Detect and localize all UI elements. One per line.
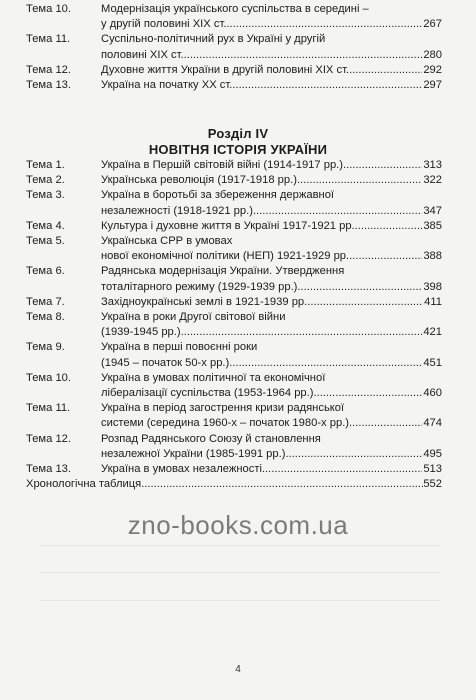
topic-title <box>101 173 442 188</box>
topic-title <box>101 78 442 93</box>
topic-title-line: Україна в умовах незалежності <box>101 463 262 476</box>
topic-title-line: Модернізація українського суспільства в середині – <box>101 3 369 15</box>
topic-title <box>101 462 442 477</box>
topic-title-line: Духовне життя України в другій половині XIX ст. <box>101 63 350 76</box>
topic-title-line: у другій половині XIX ст. <box>101 18 227 31</box>
chronology-title: Хронологічна таблиця <box>26 478 142 491</box>
topic-title-line: Західноукраїнські землі в 1921-1939 рр. <box>101 295 308 308</box>
page-number: 4 <box>235 664 241 675</box>
page-ref: 347 <box>423 204 442 217</box>
dot-leader <box>349 63 422 78</box>
topic-number: Тема 6. <box>26 265 65 278</box>
toc-list-continued <box>26 2 442 93</box>
bleed-through-line <box>40 572 440 573</box>
topic-title <box>101 295 442 310</box>
page-ref: 474 <box>423 417 442 430</box>
topic-title <box>101 234 442 264</box>
topic-title <box>101 432 442 462</box>
page-ref: 460 <box>423 387 442 400</box>
page-ref: 297 <box>423 79 442 92</box>
topic-title <box>101 32 442 62</box>
page-ref: 421 <box>423 326 442 339</box>
page-ref: 388 <box>423 250 442 263</box>
dot-leader <box>307 295 423 310</box>
toc-entry <box>26 63 442 78</box>
topic-number: Тема 12. <box>26 432 72 445</box>
toc-entry <box>26 310 442 340</box>
topic-number: Тема 13. <box>26 463 72 476</box>
dot-leader <box>349 416 422 431</box>
topic-title-line: нової економічної політики (НЕП) 1921-1929 рр. <box>101 250 350 263</box>
page-ref: 513 <box>423 463 442 476</box>
topic-title <box>101 2 442 32</box>
topic-title-line: незалежної України (1985-1991 рр.) <box>101 447 286 460</box>
section-label: Розділ IV <box>207 126 269 141</box>
topic-number: Тема 3. <box>26 189 65 202</box>
topic-number: Тема 2. <box>26 174 65 187</box>
page-ref: 552 <box>423 478 442 491</box>
toc-entry <box>26 340 442 370</box>
topic-title-line: (1939-1945 рр.) <box>101 326 181 339</box>
dot-leader <box>253 204 422 219</box>
topic-title <box>101 188 442 218</box>
dot-leader <box>297 173 422 188</box>
topic-title-line: половині XIX ст. <box>101 48 184 61</box>
toc-entry <box>26 371 442 401</box>
dot-leader <box>343 158 422 173</box>
topic-title-line: Радянська модернізація України. Утвердження <box>101 265 345 278</box>
toc-entry <box>26 401 442 431</box>
page-ref: 292 <box>423 63 442 76</box>
topic-title-line: Україна в період загострення кризи радянської <box>101 402 345 415</box>
topic-title-line: (1945 – початок 50-х рр.) <box>101 356 230 369</box>
dot-leader <box>226 17 422 32</box>
topic-title-line: Культура і духовне життя в Україні 1917-1921 рр. <box>101 219 355 232</box>
toc-entry <box>26 32 442 62</box>
topic-number: Тема 11. <box>26 33 71 46</box>
topic-title <box>101 158 442 173</box>
page-ref: 385 <box>423 219 442 232</box>
watermark: zno-books.com.ua <box>127 510 349 540</box>
topic-number: Тема 10. <box>26 3 72 15</box>
toc-entry <box>26 173 442 188</box>
topic-title <box>101 401 442 431</box>
dot-leader <box>181 325 423 340</box>
toc-entry <box>26 295 442 310</box>
dot-leader <box>229 356 422 371</box>
topic-title <box>101 371 442 401</box>
page-ref: 313 <box>423 159 442 171</box>
page-ref: 495 <box>423 447 442 460</box>
topic-number: Тема 4. <box>26 219 65 232</box>
topic-number: Тема 12. <box>26 63 72 76</box>
toc-entry <box>26 188 442 218</box>
topic-number: Тема 13. <box>26 79 72 92</box>
topic-title-line: лібералізації суспільства (1953-1964 рр.) <box>101 387 314 400</box>
toc-entry <box>26 78 442 93</box>
topic-title-line: Суспільно-політичний рух в Україні у другій <box>101 33 326 46</box>
topic-number: Тема 5. <box>26 235 65 248</box>
dot-leader <box>355 219 423 234</box>
dot-leader <box>349 249 422 264</box>
bleed-through-line <box>40 545 440 546</box>
topic-title <box>101 310 442 340</box>
topic-title-line: Україна в перші повоєнні роки <box>101 341 258 354</box>
section-title: НОВІТНЯ ІСТОРІЯ УКРАЇНИ <box>148 142 328 157</box>
page-ref: 398 <box>423 280 442 293</box>
toc-entry <box>26 432 442 462</box>
toc-entry <box>26 234 442 264</box>
toc-entry <box>26 264 442 294</box>
topic-title-line: Україна в боротьбі за збереження державної <box>101 189 335 202</box>
topic-title <box>101 63 442 78</box>
topic-title-line: системи (середина 1960-х – початок 1980-х рр.) <box>101 417 350 430</box>
dot-leader <box>313 386 422 401</box>
topic-title <box>101 264 442 294</box>
topic-number: Тема 9. <box>26 341 65 354</box>
toc-entry <box>26 158 442 173</box>
topic-number: Тема 1. <box>26 159 65 171</box>
page-ref: 267 <box>423 18 442 31</box>
page-ref: 451 <box>423 356 442 369</box>
topic-title-line: Українська революція (1917-1918 рр.) <box>101 174 297 187</box>
topic-number: Тема 11. <box>26 402 71 415</box>
page-ref: 322 <box>423 174 442 187</box>
topic-number: Тема 7. <box>26 295 65 308</box>
toc-entry <box>26 462 442 477</box>
dot-leader <box>285 447 422 462</box>
topic-title-line: незалежності (1918-1921 рр.) <box>101 204 253 217</box>
topic-title-line: Україна на початку XX ст. <box>101 79 233 92</box>
dot-leader <box>184 48 423 63</box>
topic-title <box>101 340 442 370</box>
dot-leader <box>262 462 422 477</box>
topic-title-line: Україна в Першій світовій війні (1914-1917 рр.) <box>101 159 344 171</box>
page-ref: 280 <box>423 48 442 61</box>
page-ref: 411 <box>424 295 442 308</box>
dot-leader <box>141 477 423 492</box>
toc-entry <box>26 2 442 32</box>
topic-title-line: тоталітарного режиму (1929-1939 рр.) <box>101 280 298 293</box>
topic-title-line: Україна в роки Другої світової війни <box>101 311 286 324</box>
toc-entry <box>26 219 442 234</box>
dot-leader <box>232 78 422 93</box>
topic-title-line: Розпад Радянського Союзу й становлення <box>101 432 321 445</box>
toc-list-section-iv <box>26 158 442 492</box>
toc-entry-chronology <box>26 477 442 492</box>
topic-title-line: Україна в умовах політичної та економічної <box>101 371 326 384</box>
dot-leader <box>297 280 422 295</box>
topic-number: Тема 8. <box>26 311 65 324</box>
topic-title <box>101 219 442 234</box>
topic-title-line: Українська СРР в умовах <box>101 235 233 248</box>
bleed-through-line <box>40 600 440 601</box>
topic-number: Тема 10. <box>26 371 72 384</box>
